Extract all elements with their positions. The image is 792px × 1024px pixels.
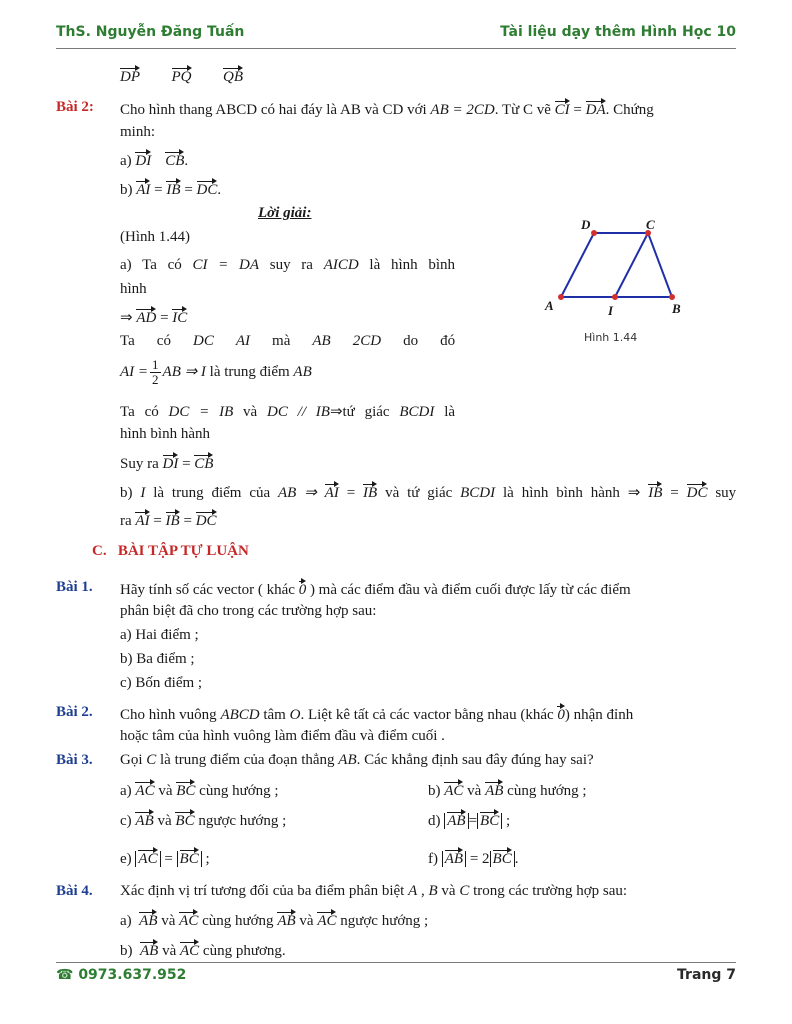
vector: CI bbox=[555, 99, 570, 119]
text: và bbox=[437, 883, 460, 899]
text: b) bbox=[120, 182, 137, 198]
math: DC bbox=[192, 333, 214, 349]
text: cùng hướng ; bbox=[199, 783, 279, 799]
numerator: 1 bbox=[152, 357, 159, 372]
exercise-item: c) Bốn điểm ; bbox=[120, 675, 203, 691]
exercise-text bbox=[120, 883, 627, 900]
vector: AI bbox=[136, 179, 150, 199]
text: Ta bbox=[120, 333, 135, 349]
vector: AI bbox=[325, 482, 339, 502]
text: ⇒ bbox=[329, 404, 343, 420]
exercise-item bbox=[120, 780, 279, 800]
vector: AB bbox=[485, 780, 503, 800]
text: mà bbox=[272, 333, 291, 349]
label-b: B bbox=[672, 301, 681, 316]
exercise-item bbox=[428, 780, 587, 800]
exercise-item bbox=[120, 910, 428, 930]
text: ngược hướng ; bbox=[340, 913, 429, 929]
text: là trung điểm của bbox=[153, 485, 271, 501]
text: . bbox=[217, 182, 222, 198]
exercise-item: a) Hai điểm ; bbox=[120, 627, 199, 643]
math: = bbox=[670, 485, 679, 501]
text: Cho hình thang ABCD có hai đáy là AB và CD với bbox=[120, 102, 431, 118]
exercise-item bbox=[120, 150, 188, 170]
text: Gọi bbox=[120, 752, 147, 768]
absolute-value bbox=[177, 851, 202, 867]
exercise-item bbox=[120, 940, 286, 960]
text: do bbox=[403, 333, 419, 349]
vector: AB bbox=[135, 810, 153, 830]
text: là hình bình bbox=[369, 257, 456, 273]
solution-line bbox=[120, 510, 217, 530]
text: Suy ra bbox=[120, 456, 159, 472]
text: tứ giác bbox=[342, 404, 390, 420]
math: = bbox=[183, 513, 192, 529]
text: và bbox=[299, 913, 314, 929]
exercise-label: Bài 2: bbox=[56, 99, 94, 115]
vector: DC bbox=[687, 482, 708, 502]
text: và bbox=[243, 404, 258, 420]
text: ; bbox=[205, 851, 210, 867]
math: C bbox=[146, 752, 157, 768]
math: AB = 2CD bbox=[430, 102, 495, 118]
section-title: BÀI TẬP TỰ LUẬN bbox=[117, 543, 249, 559]
solution-line bbox=[120, 257, 455, 274]
point-b bbox=[669, 294, 675, 300]
math: 2CD bbox=[352, 333, 382, 349]
math: = bbox=[160, 310, 169, 326]
exercise-text bbox=[120, 99, 654, 119]
header-author: ThS. Nguyễn Đăng Tuấn bbox=[56, 24, 245, 40]
header-title: Tài liệu dạy thêm Hình Học 10 bbox=[500, 24, 736, 40]
text: ) mà các điểm đầu và điểm cuối được lấy từ các điểm bbox=[306, 582, 631, 598]
text: . bbox=[184, 153, 189, 169]
math: ABCD bbox=[220, 707, 260, 723]
absolute-value bbox=[442, 851, 466, 867]
math: AI bbox=[235, 333, 251, 349]
exercise-text: phân biệt đã cho trong các trường hợp sau: bbox=[120, 603, 377, 619]
math: I bbox=[140, 485, 146, 501]
vector: AI bbox=[135, 510, 149, 530]
math: = bbox=[573, 102, 582, 118]
text: ; bbox=[505, 813, 511, 829]
point-a bbox=[558, 294, 564, 300]
math: DC // IB bbox=[267, 404, 330, 420]
text: là trung điểm bbox=[209, 363, 290, 380]
vector: AC bbox=[180, 940, 199, 960]
point-d bbox=[591, 230, 597, 236]
math: AB bbox=[312, 333, 331, 349]
top-vector-row bbox=[120, 66, 243, 86]
solution-line bbox=[120, 482, 736, 502]
text: . Liệt kê tất cả các vactor bằng nhau (khác bbox=[300, 707, 558, 723]
text: cùng hướng bbox=[202, 913, 274, 929]
text: b) bbox=[120, 943, 133, 959]
text: . Từ C vẽ bbox=[494, 102, 555, 118]
text: a) bbox=[120, 913, 132, 929]
math: = bbox=[468, 813, 478, 829]
exercise-label: Bài 3. bbox=[56, 752, 93, 768]
solution-line bbox=[120, 333, 455, 350]
text: Hãy tính số các vector ( khác bbox=[120, 582, 299, 598]
text: Xác định vị trí tương đối của ba điểm phân biệt bbox=[120, 883, 409, 899]
absolute-value bbox=[490, 851, 515, 867]
math: C bbox=[459, 883, 470, 899]
text: b) bbox=[120, 485, 133, 501]
vector: AB bbox=[447, 810, 465, 830]
text: và bbox=[158, 783, 173, 799]
exercise-item bbox=[120, 179, 221, 199]
math: AB ⇒ bbox=[278, 485, 317, 501]
section-prefix: C. bbox=[92, 543, 107, 559]
exercise-item bbox=[428, 810, 510, 830]
text: đó bbox=[440, 333, 456, 349]
vector: CB bbox=[194, 453, 213, 473]
page-footer bbox=[56, 967, 736, 989]
vector: AD bbox=[136, 307, 156, 327]
text: và bbox=[467, 783, 482, 799]
text: và bbox=[157, 813, 172, 829]
math: AB bbox=[338, 752, 357, 768]
vector: AB bbox=[140, 940, 158, 960]
vector: DI bbox=[135, 150, 151, 170]
math: = bbox=[164, 851, 173, 867]
text: a) Ta có bbox=[120, 257, 182, 273]
vector: AB bbox=[445, 848, 463, 868]
header-rule bbox=[56, 48, 736, 49]
figure-lines bbox=[561, 233, 672, 297]
exercise-text: minh: bbox=[120, 124, 156, 140]
math: = bbox=[182, 456, 191, 472]
exercise-label: Bài 4. bbox=[56, 883, 93, 899]
vector: BC bbox=[175, 810, 194, 830]
math: AB bbox=[293, 363, 312, 380]
absolute-value bbox=[135, 851, 160, 867]
vector: AC bbox=[179, 910, 198, 930]
vector: IB bbox=[166, 510, 180, 530]
exercise-text bbox=[120, 704, 633, 724]
exercise-text bbox=[120, 752, 594, 769]
vector: IB bbox=[363, 482, 377, 502]
zero-vector: 0 bbox=[299, 579, 307, 599]
fraction bbox=[150, 358, 161, 387]
vector: BC bbox=[493, 848, 512, 868]
text: a) bbox=[120, 153, 136, 169]
math: = bbox=[154, 182, 163, 198]
text: là bbox=[444, 404, 456, 420]
text: ngược hướng ; bbox=[198, 813, 287, 829]
math: = bbox=[346, 485, 356, 501]
section-heading bbox=[92, 543, 249, 560]
page-header bbox=[56, 24, 736, 46]
vector: DI bbox=[163, 453, 179, 473]
text: e) bbox=[120, 851, 132, 867]
solution-line: hình bbox=[120, 281, 147, 297]
math: A bbox=[408, 883, 418, 899]
math: BCDI bbox=[399, 404, 435, 420]
math: B bbox=[428, 883, 438, 899]
vector: CB bbox=[165, 150, 184, 170]
vector: IC bbox=[172, 307, 187, 327]
math: = 2 bbox=[469, 851, 490, 867]
text: a) bbox=[120, 783, 132, 799]
text: là hình bình hành ⇒ bbox=[503, 485, 641, 501]
exercise-item: b) Ba điểm ; bbox=[120, 651, 195, 667]
exercise-item bbox=[120, 810, 286, 830]
solution-line: hình bình hành bbox=[120, 426, 210, 442]
exercise-text: hoặc tâm của hình vuông làm điểm đầu và điểm cuối . bbox=[120, 728, 445, 744]
text: . Chứng bbox=[605, 102, 654, 118]
footer-page-number: Trang 7 bbox=[677, 967, 736, 983]
text: d) bbox=[428, 813, 441, 829]
text: tâm bbox=[259, 707, 290, 723]
text: f) bbox=[428, 851, 438, 867]
text: trong các trường hợp sau: bbox=[469, 883, 628, 899]
vector: AC bbox=[317, 910, 336, 930]
trapezoid-figure bbox=[540, 214, 700, 324]
text: . Các khẳng định sau đây đúng hay sai? bbox=[356, 752, 594, 768]
footer-phone: ☎ 0973.637.952 bbox=[56, 967, 187, 983]
point-i bbox=[612, 294, 618, 300]
label-i: I bbox=[608, 303, 614, 318]
figure-points bbox=[558, 230, 675, 300]
text: Cho hình vuông bbox=[120, 707, 221, 723]
vector: BC bbox=[180, 848, 199, 868]
text: . bbox=[514, 851, 519, 867]
text: ra bbox=[120, 513, 132, 529]
text: là trung điểm của đoạn thẳng bbox=[156, 752, 339, 768]
text: suy bbox=[715, 485, 737, 501]
absolute-value bbox=[444, 813, 468, 829]
vector: PQ bbox=[172, 66, 192, 86]
vector: DP bbox=[120, 66, 140, 86]
label-a: A bbox=[545, 298, 554, 313]
exercise-label: Bài 1. bbox=[56, 579, 93, 595]
math: O bbox=[289, 707, 301, 723]
math: AICD bbox=[323, 257, 359, 273]
solution-line bbox=[120, 358, 312, 387]
label-c: C bbox=[646, 217, 655, 232]
vector: AC bbox=[138, 848, 157, 868]
exercise-label: Bài 2. bbox=[56, 704, 93, 720]
text: và bbox=[161, 913, 176, 929]
vector: DA bbox=[586, 99, 606, 119]
solution-heading: Lời giải: bbox=[258, 205, 312, 221]
vector: AB bbox=[139, 910, 157, 930]
vector: BC bbox=[176, 780, 195, 800]
math: AB ⇒ I bbox=[162, 363, 206, 380]
figure-caption: Hình 1.44 bbox=[584, 331, 638, 344]
text: cùng hướng ; bbox=[507, 783, 587, 799]
text: và tứ giác bbox=[385, 485, 453, 501]
vector: AC bbox=[444, 780, 463, 800]
math: AI = bbox=[120, 363, 149, 380]
zero-vector: 0 bbox=[557, 704, 565, 724]
math: = bbox=[153, 513, 162, 529]
text: và bbox=[162, 943, 177, 959]
text: suy ra bbox=[269, 257, 313, 273]
exercise-text bbox=[120, 579, 631, 599]
exercise-item bbox=[428, 848, 518, 868]
footer-rule bbox=[56, 962, 736, 963]
text: ⇒ bbox=[120, 310, 133, 326]
vector: DC bbox=[196, 510, 217, 530]
exercise-item bbox=[120, 848, 210, 868]
label-d: D bbox=[581, 217, 591, 232]
text: , bbox=[417, 883, 429, 899]
text: cùng phương. bbox=[202, 943, 286, 959]
vector: QB bbox=[223, 66, 243, 86]
math: DC = IB bbox=[168, 404, 234, 420]
solution-line bbox=[120, 402, 455, 421]
vector: AC bbox=[135, 780, 154, 800]
math: = bbox=[184, 182, 193, 198]
math: BCDI bbox=[460, 485, 496, 501]
solution-line bbox=[120, 453, 213, 473]
vector: BC bbox=[480, 810, 499, 830]
vector: AB bbox=[277, 910, 295, 930]
denominator: 2 bbox=[152, 372, 159, 387]
absolute-value bbox=[477, 813, 502, 829]
text: ) nhận đỉnh bbox=[564, 707, 634, 723]
text: Ta có bbox=[120, 404, 159, 420]
text: c) bbox=[120, 813, 132, 829]
text: có bbox=[156, 333, 171, 349]
solution-line bbox=[120, 307, 187, 327]
figure-reference: (Hình 1.44) bbox=[120, 229, 190, 245]
text: b) bbox=[428, 783, 441, 799]
vector: IB bbox=[166, 179, 180, 199]
vector: IB bbox=[648, 482, 662, 502]
vector: DC bbox=[197, 179, 218, 199]
math: CI = DA bbox=[192, 257, 260, 273]
